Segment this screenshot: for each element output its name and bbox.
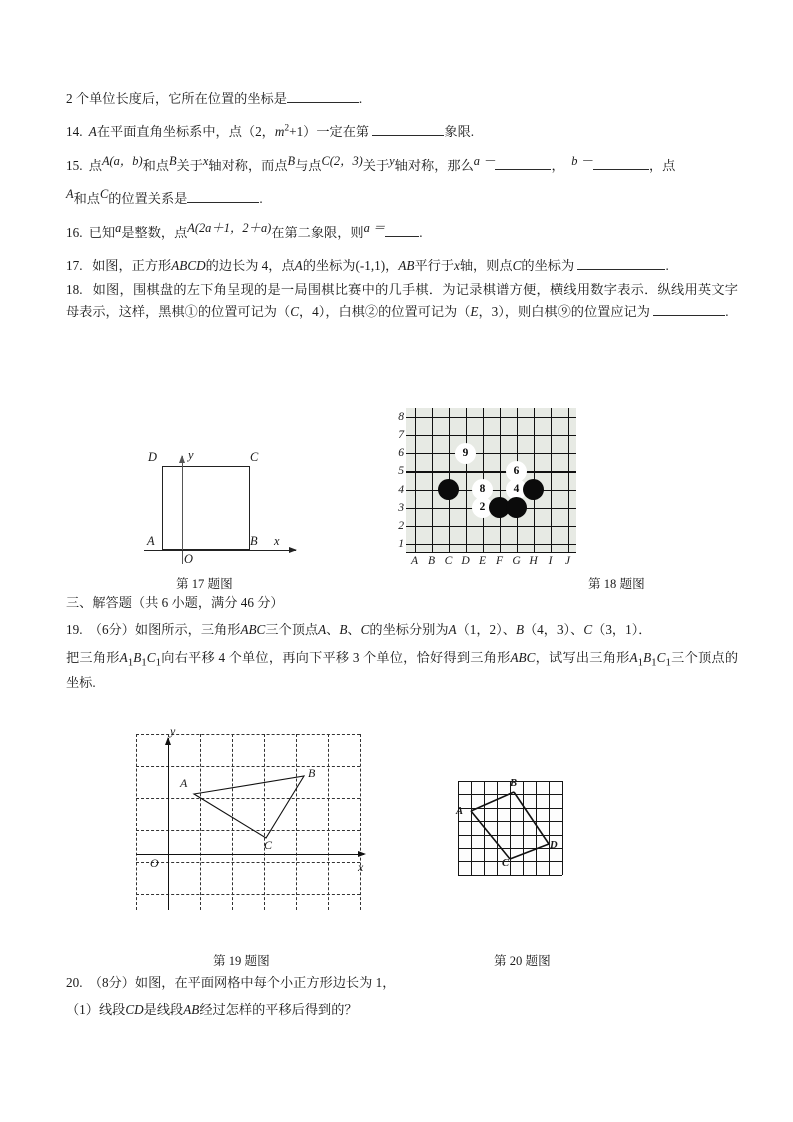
go-col-label: A — [410, 554, 419, 567]
go-col-label: H — [529, 554, 538, 567]
question-15-line2: A和点C的位置关系是 . — [66, 187, 263, 207]
figure-17-caption: 第 17 题图 — [176, 577, 233, 591]
q15-blank-b[interactable] — [593, 169, 649, 170]
go-row-label: 7 — [398, 428, 404, 442]
q20-number: 20. — [66, 975, 83, 990]
label-x-axis: x — [358, 860, 364, 874]
figure-18-go-board — [392, 404, 584, 576]
y-axis — [182, 456, 183, 564]
go-row-label: 8 — [398, 410, 404, 424]
question-20-line1: 20. （8分）如图，在平面网格中每个小正方形边长为 1， — [66, 975, 396, 990]
label-A: A — [456, 806, 464, 817]
label-D: D — [550, 840, 558, 851]
q15-point-a: A(a，b) — [101, 153, 143, 168]
question-column — [66, 88, 738, 334]
label-B: B — [510, 778, 518, 789]
go-row-label: 3 — [398, 500, 404, 514]
go-grid-vline — [432, 408, 433, 553]
q13-blank[interactable] — [287, 102, 359, 103]
section-3 — [66, 592, 738, 706]
question-20-line2: （1）线段CD是线段AB经过怎样的平移后得到的？ — [66, 1002, 358, 1018]
q16-point: A(2a＋1，2＋a) — [187, 220, 272, 235]
go-grid-vline — [415, 408, 416, 553]
go-grid-vline — [568, 408, 569, 553]
label-A: A — [147, 534, 155, 548]
question-19-line2: 把三角形$A_1B_1C_1$向右平移 4 个单位，再向下平移 3 个单位，恰好得到三角形ABC，试写出三角形$A_1B_1C_1$三个顶点的坐标. — [66, 649, 739, 691]
question-19-line1: 19. （6分）如图所示，三角形ABC三个顶点A、B、C的坐标分别为A（1，2）、B（4，3）、C（3，1）． — [66, 622, 652, 638]
q17-number: 17. — [66, 257, 83, 273]
go-grid-baseline — [406, 552, 576, 553]
label-C: C — [502, 858, 510, 869]
label-origin: O — [184, 552, 193, 566]
q18-blank[interactable] — [653, 315, 725, 316]
go-stone-white: 8 — [472, 479, 493, 500]
label-C: C — [250, 450, 259, 464]
question-14: 14. A在平面直角坐标系中，点（2，$m^2+1$）一定在第 象限. — [66, 123, 475, 140]
figure-17-square-abcd — [140, 448, 310, 573]
label-y-axis: y — [188, 448, 194, 462]
go-stone-white: 2 — [472, 497, 493, 518]
q16-number: 16. — [66, 224, 83, 240]
q17-blank[interactable] — [577, 269, 665, 270]
q15-number: 15. — [66, 157, 83, 173]
x-axis — [144, 550, 296, 551]
go-grid-vline — [500, 408, 501, 553]
triangle-svg — [128, 726, 368, 916]
question-20-block — [66, 972, 738, 1033]
question-18: 18. 如图，围棋盘的左下角呈现的是一局围棋比赛中的几手棋．为记录棋谱方便，横线用数字表示．纵线用英文字母表示，这样，黑棋①的位置可记为（C，4），白棋②的位置可记为（E，3），则白棋⑨的位置应记为 . — [66, 282, 738, 319]
q16-blank[interactable] — [385, 236, 419, 237]
go-stone-white: 9 — [455, 443, 476, 464]
label-y-axis: y — [170, 724, 176, 738]
go-stone-black — [523, 479, 544, 500]
go-col-label: E — [478, 554, 487, 567]
go-row-label: 2 — [398, 518, 404, 532]
go-col-label: C — [444, 554, 453, 567]
q14-number: 14. — [66, 124, 83, 140]
go-col-label: J — [564, 554, 571, 567]
go-row-label: 4 — [398, 482, 404, 496]
go-col-label: B — [427, 554, 436, 567]
q14-blank[interactable] — [372, 135, 444, 136]
question-16: 16. 已知a是整数，点A(2a＋1，2＋a)在第二象限，则a ＝ . — [66, 222, 738, 243]
figure-20-grid-segments — [452, 778, 572, 884]
go-stone-black — [438, 479, 459, 500]
figure-18-caption: 第 18 题图 — [588, 577, 645, 591]
figure-19-triangle-abc — [128, 726, 368, 916]
square-abcd — [162, 466, 250, 550]
label-origin: O — [150, 856, 159, 870]
q13-text: 2 个单位长度后，它所在位置的坐标是 — [66, 91, 287, 106]
q18-number: 18. — [66, 282, 83, 298]
go-stone-white: 4 — [506, 479, 527, 500]
figure-20-caption: 第 20 题图 — [494, 954, 551, 968]
q19-number: 19. — [66, 622, 83, 638]
go-col-label: I — [548, 554, 553, 567]
section-header: 三、解答题（共 6 小题，满分 46 分） — [66, 595, 284, 610]
label-B: B — [250, 534, 258, 548]
figure-19-caption: 第 19 题图 — [213, 954, 270, 968]
label-C: C — [264, 838, 273, 852]
go-row-label: 6 — [398, 446, 404, 460]
go-row-label: 1 — [398, 536, 404, 550]
go-board-grid — [406, 408, 576, 553]
question-15: 15. 点A(a，b)和点B关于x轴对称，而点B与点C(2，3)关于y轴对称，那么a － ， b － ，点 — [66, 155, 738, 176]
label-x-axis: x — [274, 534, 280, 548]
question-17: 17. 如图，正方形ABCD的边长为 4，点A的坐标为(-1,1)，AB平行于x轴，则点C的坐标为 . — [66, 257, 669, 273]
go-row-label: 5 — [398, 464, 404, 478]
q15-blank-a[interactable] — [495, 169, 551, 170]
go-col-label: F — [495, 554, 504, 567]
q14-text: 在平面直角坐标系中，点（2， — [96, 124, 275, 140]
go-col-label: G — [512, 554, 521, 567]
question-13-continuation: 2 个单位长度后，它所在位置的坐标是 . — [66, 91, 363, 106]
label-B: B — [308, 766, 316, 780]
label-A: A — [180, 776, 188, 790]
go-grid-vline — [466, 408, 467, 553]
segments-svg — [452, 778, 572, 884]
go-col-label: D — [461, 554, 470, 567]
q15-blank-rel[interactable] — [187, 202, 259, 203]
go-stone-white: 6 — [506, 461, 527, 482]
go-grid-vline — [551, 408, 552, 553]
label-D: D — [148, 450, 157, 464]
q15-point-c: C(2，3) — [321, 153, 363, 168]
